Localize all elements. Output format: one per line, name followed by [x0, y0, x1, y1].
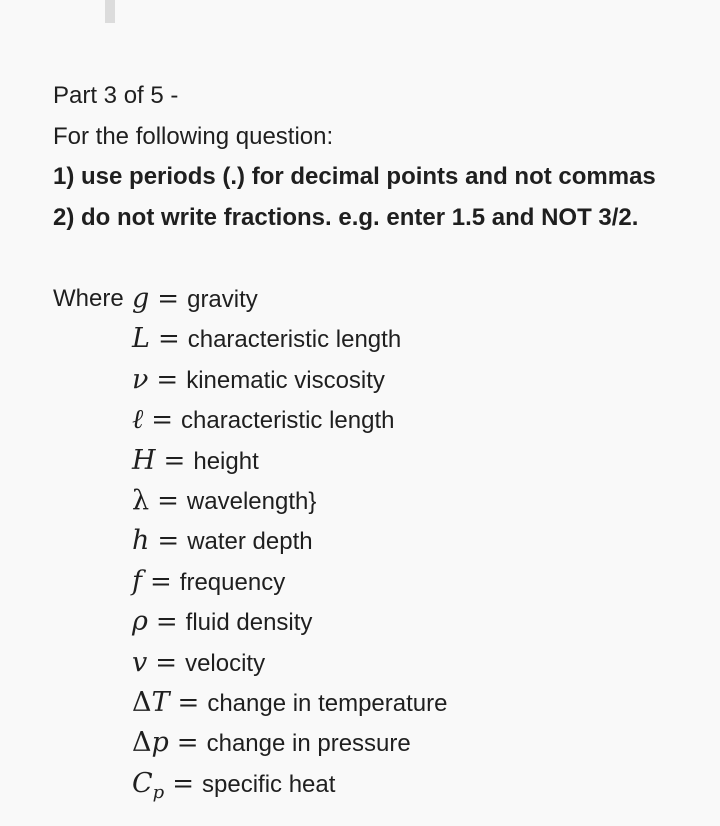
definition-row: H = height — [132, 444, 259, 476]
symbol-nu: ν — [132, 363, 149, 395]
definition-row: h = water depth — [132, 525, 313, 557]
meaning: change in pressure — [206, 730, 411, 758]
meaning: fluid density — [185, 609, 313, 637]
definition-row: ℓ = characteristic length — [132, 404, 395, 436]
part-label: Part 3 of 5 - — [53, 82, 179, 109]
rule-1: 1) use periods (.) for decimal points and not commas — [53, 163, 656, 190]
symbol-L: L — [132, 323, 150, 355]
symbol-v: v — [132, 646, 148, 678]
where-label: Where — [53, 285, 124, 312]
definition-row: v = velocity — [132, 646, 266, 678]
meaning: velocity — [185, 649, 266, 677]
meaning: frequency — [179, 568, 286, 596]
symbol-h: h — [132, 525, 150, 557]
definition-row: ΔT = change in temperature — [132, 686, 448, 718]
meaning: water depth — [187, 528, 313, 556]
symbol-rho: ρ — [132, 606, 148, 638]
symbol-f: f — [132, 565, 142, 597]
definition-row: Δp = change in pressure — [132, 727, 411, 759]
meaning: wavelength} — [186, 487, 317, 515]
meaning: characteristic length — [181, 407, 395, 435]
definition-row: f = frequency — [132, 565, 286, 597]
rule-2: 2) do not write fractions. e.g. enter 1.5 and NOT 3/2. — [53, 203, 639, 231]
symbol-lambda: λ — [132, 484, 150, 516]
definition-row: Where g = gravity — [53, 283, 258, 314]
scroll-indicator — [105, 0, 115, 23]
definition-row: L = characteristic length — [132, 323, 402, 355]
definition-row: ρ = fluid density — [132, 606, 313, 638]
symbol-delta-T: ΔT — [132, 686, 170, 718]
symbol-ell: ℓ — [132, 404, 144, 436]
symbol-delta-p: Δp — [132, 727, 169, 759]
meaning: kinematic viscosity — [186, 366, 385, 394]
meaning: gravity — [187, 286, 258, 313]
definition-row: $C_p$ = specific heat — [132, 767, 336, 803]
symbol-Cp: $C_p$ — [132, 767, 165, 803]
definition-row: λ = wavelength} — [132, 484, 317, 516]
symbol-H: H — [132, 444, 156, 476]
meaning: change in temperature — [207, 689, 448, 717]
meaning: characteristic length — [187, 326, 402, 354]
meaning: specific heat — [202, 770, 336, 798]
symbol-g: g — [132, 283, 150, 314]
meaning: height — [193, 447, 259, 475]
question-content — [53, 80, 713, 808]
instruction-text: For the following question: — [53, 122, 334, 150]
definition-row: ν = kinematic viscosity — [132, 363, 385, 395]
